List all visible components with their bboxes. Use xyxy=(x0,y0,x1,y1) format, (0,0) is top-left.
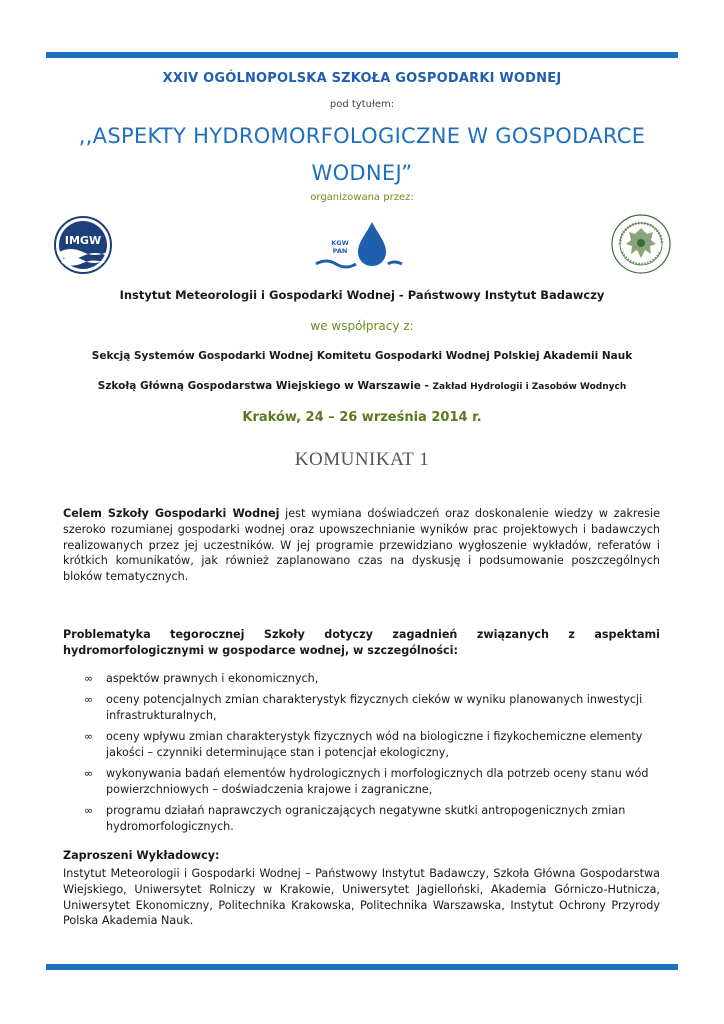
svg-text:IMGW: IMGW xyxy=(64,234,102,247)
svg-text:KGW: KGW xyxy=(331,239,349,247)
topics-heading: Problematyka tegorocznej Szkoły dotyczy zagadnień związanych z aspektami hydromorfologicznymi w gospodarce wodnej, w szczególności: xyxy=(63,628,660,657)
list-item: ∞ aspektów prawnych i ekonomicznych, xyxy=(84,671,664,688)
infinity-bullet-icon: ∞ xyxy=(84,672,94,685)
intro-text: jest wymiana doświadczeń oraz doskonalenie wiedzy w zakresie szeroko rozumianej gospodarki wodnej oraz upowszechnianie wyników prac projektowych i badawczych realizowanych przez jej uczestników. W jej programie przewidziano wygłoszenie wykładów, referatów i krótkich komunikatów, jak również zaplanowano czas na dyskusję i podsumowanie poszczególnych bloków tematycznych. xyxy=(63,507,660,584)
title-line-2: WODNEJ” xyxy=(311,161,413,185)
svg-text:PAN: PAN xyxy=(332,247,348,255)
topics-list xyxy=(84,671,664,840)
bottom-divider xyxy=(46,964,678,970)
intro-paragraph xyxy=(63,506,660,585)
kgw-pan-logo xyxy=(314,218,404,274)
invited-list: Instytut Meteorologii i Gospodarki Wodnej – Państwowy Instytut Badawczy, Szkoła Główna Gospodarstwa Wiejskiego, Uniwersytet Rolniczy w Krakowie, Uniwersytet Jagielloński, Akademia Górniczo-Hutnicza, Uniwersytet Ekonomiczny, Politechnika Krakowska, Politechnika Warszawska, Instytut Ochrony Przyrody Polska Akademia Nauk. xyxy=(63,867,660,928)
partner-2-name: Szkołą Główną Gospodarstwa Wiejskiego w Warszawie - xyxy=(97,380,433,392)
infinity-bullet-icon: ∞ xyxy=(84,766,94,780)
document-title xyxy=(46,118,678,192)
invited-heading: Zaproszeni Wykładowcy: xyxy=(63,849,220,862)
partner-2-department: Zakład Hydrologii i Zasobów Wodnych xyxy=(432,382,627,392)
logo-row xyxy=(46,212,678,282)
list-item: ∞ programu działań naprawczych ograniczających negatywne skutki antropogenicznych zmian hydromorfologicznych. xyxy=(84,803,626,833)
imgw-logo xyxy=(54,216,112,274)
cooperation-label: we współpracy z: xyxy=(310,319,414,333)
cooperation-partner-1: Sekcją Systemów Gospodarki Wodnej Komitetu Gospodarki Wodnej Polskiej Akademii Nauk xyxy=(91,350,633,362)
organizer-institute: Instytut Meteorologii i Gospodarki Wodnej - Państwowy Instytut Badawczy xyxy=(119,288,605,302)
cooperation-partner-2 xyxy=(46,380,678,392)
komunikat-heading: KOMUNIKAT 1 xyxy=(294,449,430,470)
title-line-1: ,,ASPEKTY HYDROMORFOLOGICZNE W GOSPODARCE xyxy=(78,124,646,148)
subtitle-titled: pod tytułem: xyxy=(329,99,395,110)
intro-bold-lead: Celem Szkoły Gospodarki Wodnej xyxy=(63,507,280,520)
list-item: ∞ oceny wpływu zmian charakterystyk fizycznych wód na biologiczne i fizykochemiczne elementy jakości – czynniki determinujące stan i potencjał ekologiczny, xyxy=(84,729,643,759)
top-divider xyxy=(46,52,678,58)
sggw-seal xyxy=(610,212,672,278)
subtitle-organized: organizowana przez: xyxy=(310,192,414,203)
school-name: XXIV OGÓLNOPOLSKA SZKOŁA GOSPODARKI WODNEJ xyxy=(162,71,562,86)
infinity-bullet-icon: ∞ xyxy=(84,803,94,817)
list-item: ∞ oceny potencjalnych zmian charakterystyk fizycznych cieków w wyniku planowanych inwestycji infrastrukturalnych, xyxy=(84,692,643,722)
infinity-bullet-icon: ∞ xyxy=(84,729,94,743)
infinity-bullet-icon: ∞ xyxy=(84,692,94,706)
list-item: ∞ wykonywania badań elementów hydrologicznych i morfologicznych dla potrzeb oceny stanu wód powierzchniowych – doświadczenia krajowe i zagraniczne, xyxy=(84,766,649,796)
event-date-place: Kraków, 24 – 26 września 2014 r. xyxy=(242,410,482,425)
